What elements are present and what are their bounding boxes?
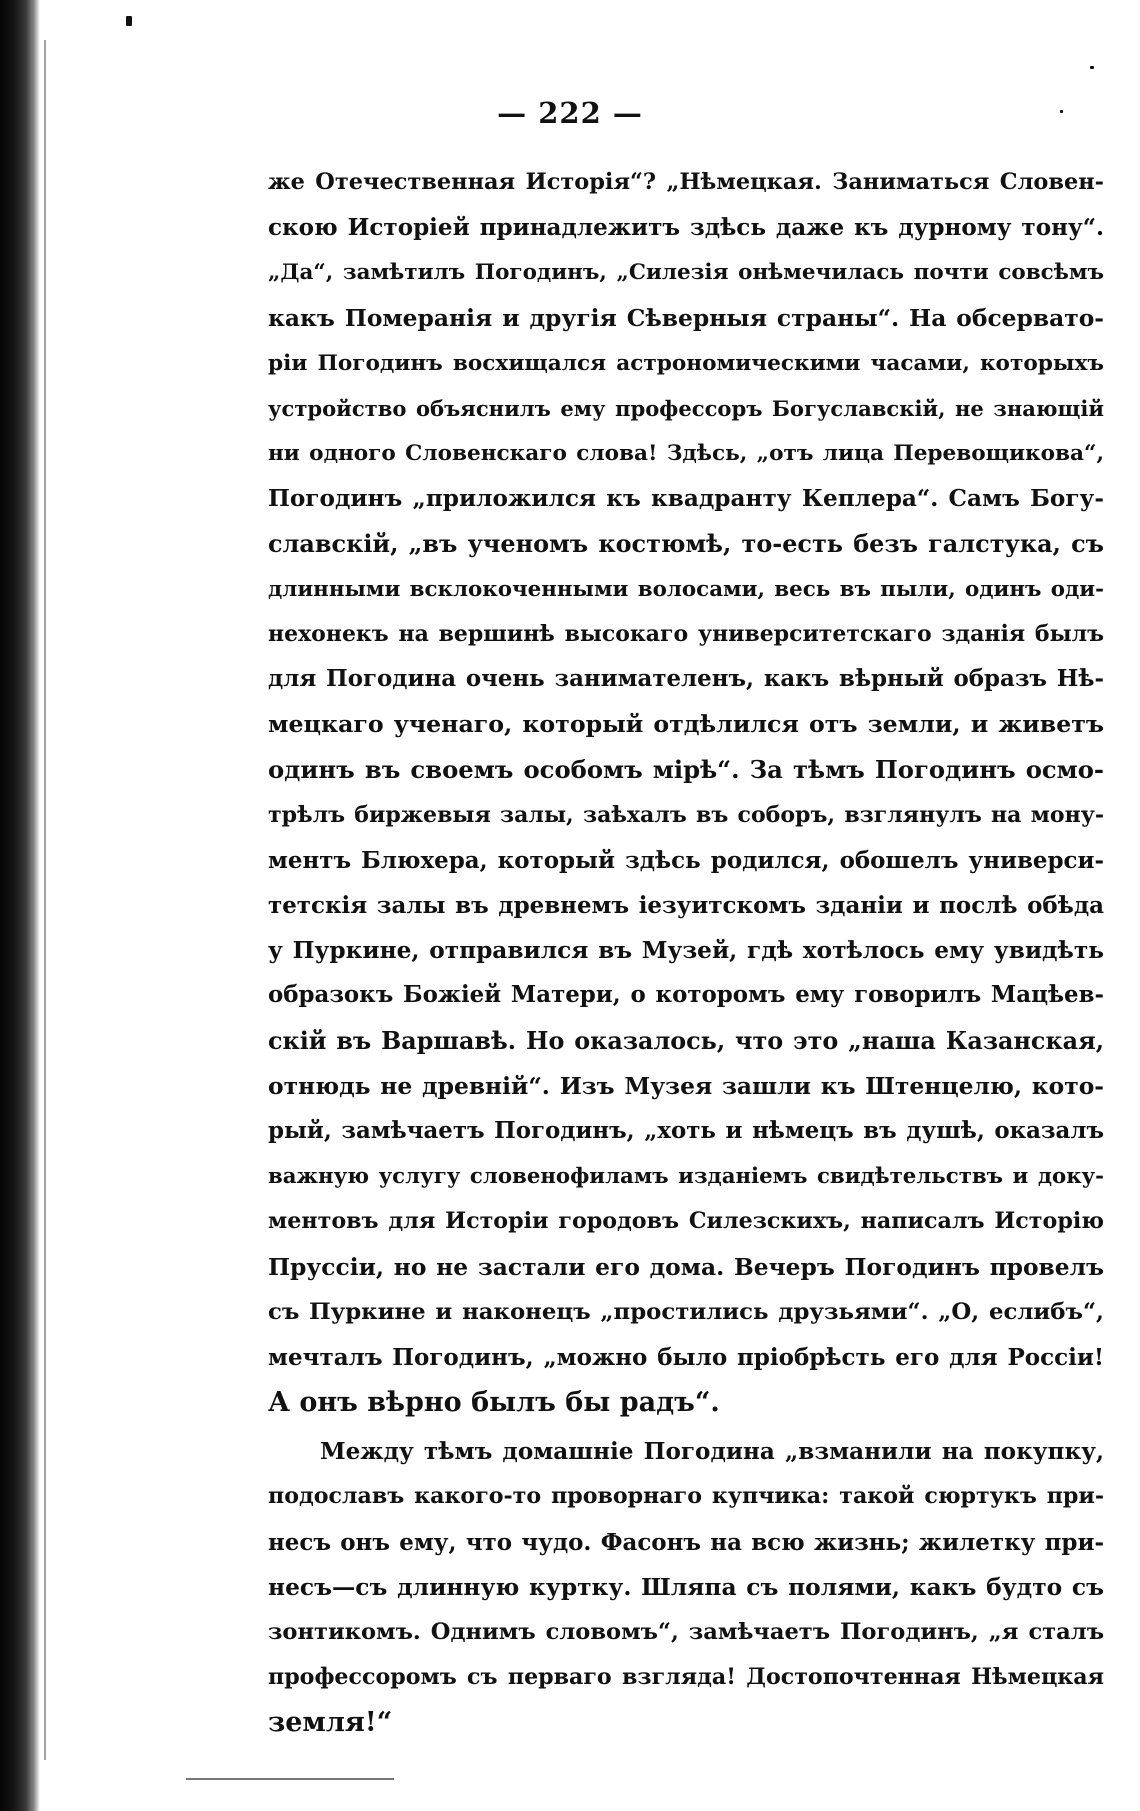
text-line: А онъ вѣрно былъ бы радъ“. bbox=[268, 1387, 720, 1419]
text-line: для Погодина очень занимателенъ, какъ вѣрный образъ Нѣ- bbox=[268, 666, 1104, 693]
text-line: „Да“, замѣтилъ Погодинъ, „Силезія онѣмечилась почти совсѣмъ bbox=[268, 260, 1104, 286]
book-binding-shadow bbox=[0, 0, 40, 1811]
text-line: мечталъ Погодинъ, „можно было пріобрѣсть его для Россіи! bbox=[268, 1343, 1104, 1371]
text-line: Пруссіи, но не застали его дома. Вечеръ Погодинъ провелъ bbox=[268, 1252, 1104, 1281]
paragraph-1 bbox=[268, 160, 1104, 1425]
text-line: какъ Померанія и другія Сѣверныя страны“. На обсервато- bbox=[268, 303, 1104, 332]
text-line: ментъ Блюхера, который здѣсь родился, обошелъ универси- bbox=[268, 846, 1104, 874]
text-line: ментовъ для Исторіи городовъ Силезскихъ, написалъ Исторію bbox=[268, 1208, 1104, 1235]
text-line: зонтикомъ. Однимъ словомъ“, замѣчаетъ Погодинъ, „я сталъ bbox=[268, 1619, 1104, 1645]
paragraph-2 bbox=[268, 1429, 1104, 1745]
ink-speck bbox=[126, 16, 132, 26]
body-text bbox=[268, 160, 1104, 1746]
text-line: Между тѣмъ домашніе Погодина „взманили на покупку, bbox=[320, 1438, 1104, 1466]
text-line: мецкаго ученаго, который отдѣлился отъ земли, и живетъ bbox=[268, 710, 1104, 739]
text-line: съ Пуркине и наконецъ „простились друзьями“. „О, еслибъ“, bbox=[268, 1298, 1104, 1325]
text-line: одинъ въ своемъ особомъ мірѣ“. За тѣмъ Погодинъ осмо- bbox=[268, 755, 1104, 785]
text-line: отнюдь не древній“. Изъ Музея зашли къ Штенцелю, кото- bbox=[268, 1071, 1104, 1100]
gutter-line bbox=[44, 40, 46, 1760]
ink-speck bbox=[1090, 66, 1094, 69]
text-line: устройство объяснилъ ему профессоръ Богуславскій, не знающій bbox=[268, 395, 1104, 421]
text-line: длинными всклокоченными волосами, весь въ пыли, одинъ оди- bbox=[268, 576, 1104, 602]
footer-rule bbox=[186, 1778, 394, 1780]
text-line: трѣлъ биржевыя залы, заѣхалъ въ соборъ, взглянулъ на мону- bbox=[268, 801, 1104, 828]
text-line: у Пуркине, отправился въ Музей, гдѣ хотѣлось ему увидѣть bbox=[268, 937, 1104, 965]
text-line: Погодинъ „приложился къ квадранту Кеплера“. Самъ Богу- bbox=[268, 485, 1104, 513]
page-number: — 222 — bbox=[497, 96, 643, 130]
text-line: важную услугу словенофиламъ изданіемъ свидѣтельствъ и доку- bbox=[268, 1164, 1104, 1190]
text-line: земля!“ bbox=[268, 1707, 393, 1739]
text-line: скій въ Варшавѣ. Но оказалось, что это „наша Казанская, bbox=[268, 1026, 1104, 1055]
text-line: же Отечественная Исторія“? „Нѣмецкая. Заниматься Словен- bbox=[268, 169, 1104, 195]
text-line: славскій, „въ ученомъ костюмѣ, то-есть безъ галстука, съ bbox=[268, 529, 1104, 558]
text-line: несъ—съ длинную куртку. Шляпа съ полями, какъ будто съ bbox=[268, 1573, 1104, 1601]
text-line: образокъ Божіей Матери, о которомъ ему говорилъ Мацѣев- bbox=[268, 982, 1104, 1009]
text-line: нехонекъ на вершинѣ высокаго университетскаго зданія былъ bbox=[268, 620, 1104, 647]
text-line: ріи Погодинъ восхищался астрономическими часами, которыхъ bbox=[268, 350, 1104, 376]
text-line: профессоромъ съ перваго взгляда! Достопочтенная Нѣмецкая bbox=[268, 1664, 1104, 1691]
text-line: скою Исторіей принадлежитъ здѣсь даже къ дурному тону“. bbox=[268, 214, 1104, 242]
text-line: рый, замѣчаетъ Погодинъ, „хоть и нѣмецъ въ душѣ, оказалъ bbox=[268, 1117, 1104, 1144]
text-line: тетскія залы въ древнемъ іезуитскомъ зданіи и послѣ обѣда bbox=[268, 892, 1104, 919]
text-line: несъ онъ ему, что чудо. Фасонъ на всю жизнь; жилетку при- bbox=[268, 1528, 1104, 1556]
text-line: ни одного Словенскаго слова! Здѣсь, „отъ лица Перевощикова“, bbox=[268, 441, 1104, 467]
text-line: подославъ какого-то проворнаго купчика: такой сюртукъ при- bbox=[268, 1483, 1104, 1510]
